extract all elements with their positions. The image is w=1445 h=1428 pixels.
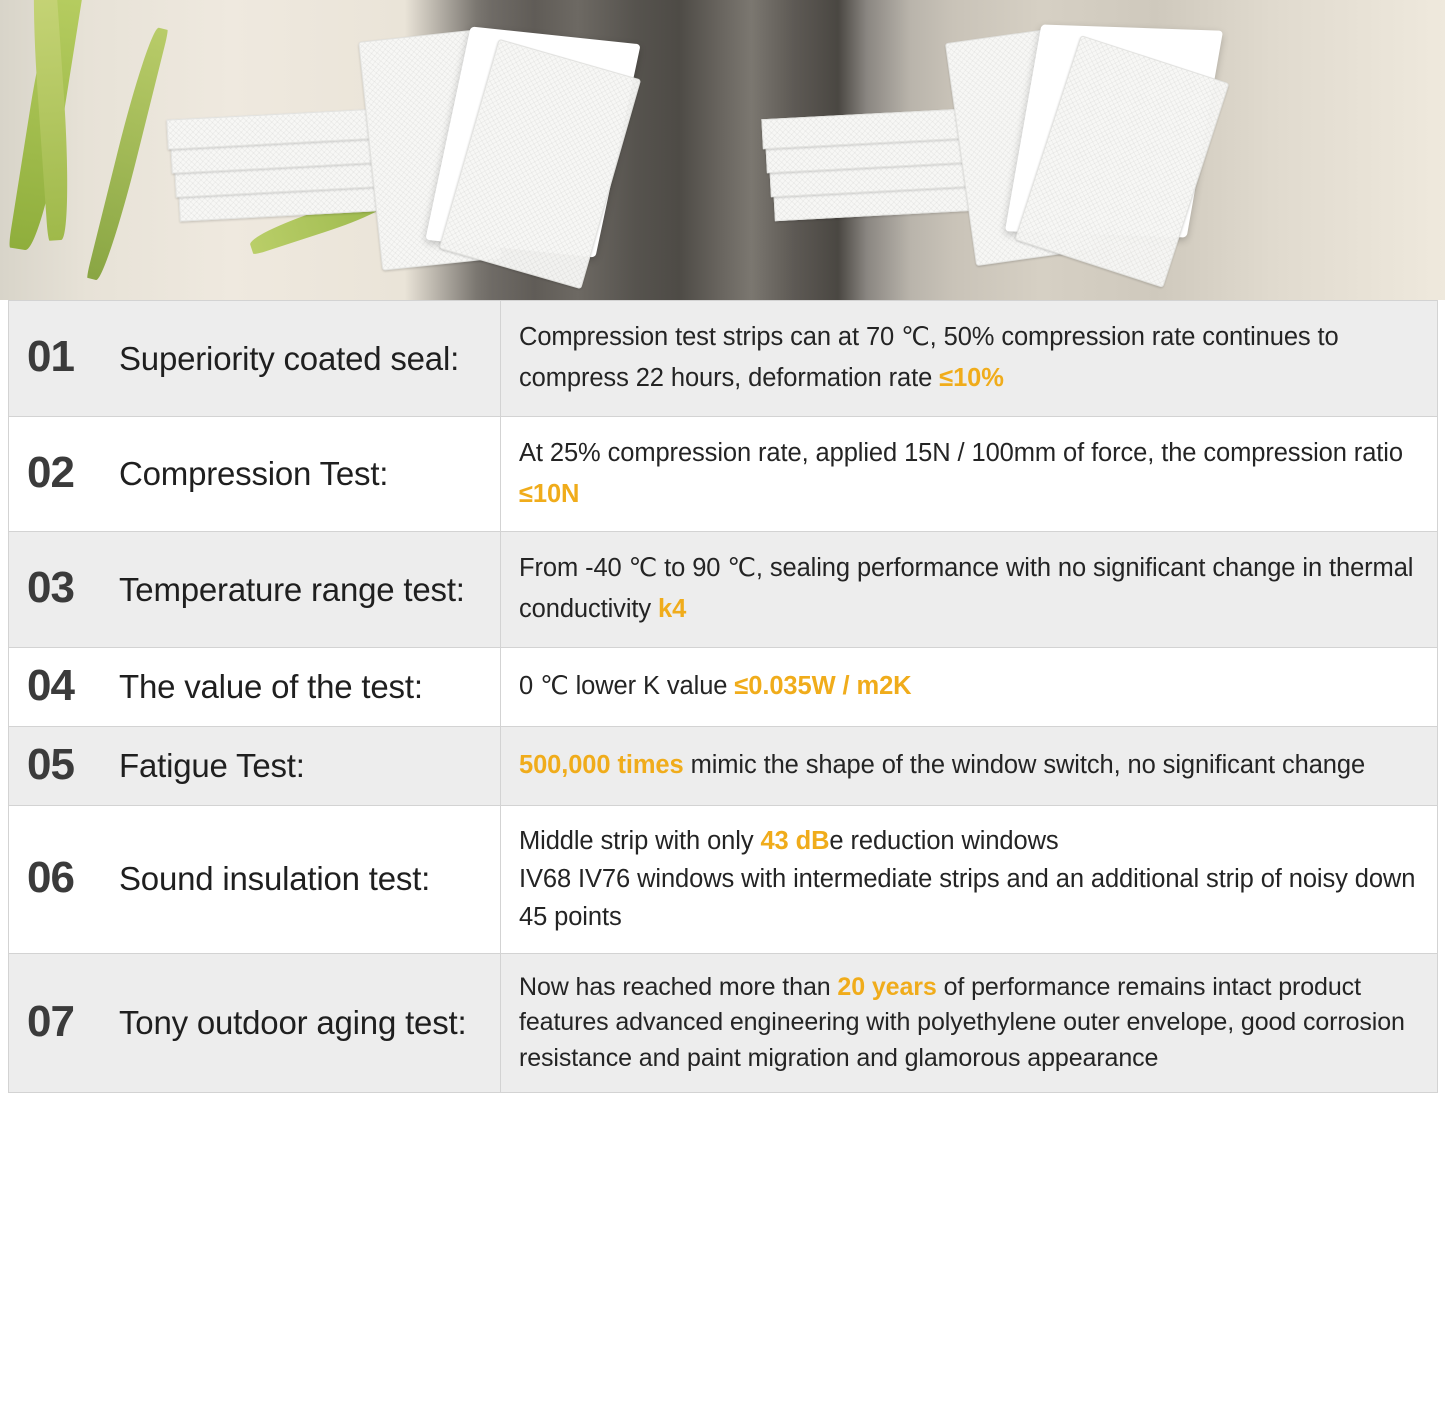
- table-cell-label: [9, 647, 501, 726]
- row-description: [519, 666, 1419, 707]
- table-cell-label: [9, 953, 501, 1093]
- row-description: [519, 548, 1419, 631]
- row-description: [519, 970, 1419, 1077]
- desc-text: Compression test strips can at 70 ℃, 50% compression rate continues to compress 22 hours, deformation rate: [519, 323, 1339, 393]
- row-label: Tony outdoor aging test:: [119, 1004, 467, 1042]
- row-number: 05: [27, 739, 74, 789]
- table-cell-label: [9, 416, 501, 532]
- desc-text: mimic the shape of the window switch, no significant change: [683, 751, 1366, 780]
- desc-text: At 25% compression rate, applied 15N / 100mm of force, the compression ratio: [519, 438, 1403, 467]
- table-row: [9, 805, 1438, 953]
- table-cell-description: [501, 953, 1438, 1093]
- desc-text-secondary: IV68 IV76 windows with intermediate strips and an additional strip of noisy down 45 points: [519, 865, 1416, 932]
- desc-text: 0 ℃ lower K value: [519, 672, 735, 701]
- desc-highlight: k4: [658, 595, 687, 624]
- row-description: [519, 433, 1419, 516]
- row-number: 01: [27, 332, 74, 382]
- table-cell-description: [501, 647, 1438, 726]
- hero-product-photo: [0, 0, 1445, 300]
- table-cell-label: [9, 301, 501, 417]
- row-number: 04: [27, 660, 74, 710]
- desc-text: Middle strip with only: [519, 826, 761, 855]
- desc-text: From -40 ℃ to 90 ℃, sealing performance with no significant change in thermal conductivity: [519, 554, 1414, 624]
- row-label: Superiority coated seal:: [119, 339, 460, 377]
- row-description: [519, 822, 1419, 937]
- desc-highlight: 500,000 times: [519, 751, 684, 780]
- desc-highlight: ≤0.035W / m2K: [734, 672, 912, 701]
- row-number: 07: [27, 996, 74, 1046]
- table-row: [9, 726, 1438, 805]
- table-cell-description: [501, 416, 1438, 532]
- desc-text: Now has reached more than: [519, 972, 838, 1001]
- row-number: 06: [27, 853, 74, 903]
- row-description: [519, 317, 1419, 400]
- plant-leaves-decoration: [0, 0, 130, 300]
- desc-text: of performance remains intact product features advanced engineering with polyethylene outer envelope, good corrosion resistance and paint migration and glamorous appearance: [519, 972, 1405, 1072]
- row-label: Fatigue Test:: [119, 747, 305, 785]
- foam-pad-peeled-right: [960, 20, 1240, 290]
- row-label: Sound insulation test:: [119, 860, 431, 898]
- table-cell-label: [9, 726, 501, 805]
- row-description: [519, 745, 1419, 786]
- row-number: 02: [27, 447, 74, 497]
- spec-table: [8, 300, 1438, 1093]
- row-label: Compression Test:: [119, 455, 389, 493]
- row-label: Temperature range test:: [119, 570, 465, 608]
- table-row: [9, 953, 1438, 1093]
- desc-text: e reduction windows: [829, 826, 1059, 855]
- table-row: [9, 416, 1438, 532]
- spec-table-wrapper: [0, 300, 1445, 1103]
- desc-highlight: 43 dB: [760, 826, 830, 855]
- desc-highlight: 20 years: [837, 972, 937, 1001]
- table-row: [9, 301, 1438, 417]
- table-cell-description: [501, 532, 1438, 648]
- row-label: The value of the test:: [119, 668, 423, 706]
- desc-highlight: ≤10N: [519, 479, 580, 508]
- row-number: 03: [27, 563, 74, 613]
- table-cell-label: [9, 805, 501, 953]
- table-cell-description: [501, 301, 1438, 417]
- table-row: [9, 532, 1438, 648]
- desc-highlight: ≤10%: [939, 364, 1004, 393]
- table-row: [9, 647, 1438, 726]
- table-cell-label: [9, 532, 501, 648]
- table-cell-description: [501, 726, 1438, 805]
- table-cell-description: [501, 805, 1438, 953]
- foam-pad-peeled-left: [370, 25, 640, 290]
